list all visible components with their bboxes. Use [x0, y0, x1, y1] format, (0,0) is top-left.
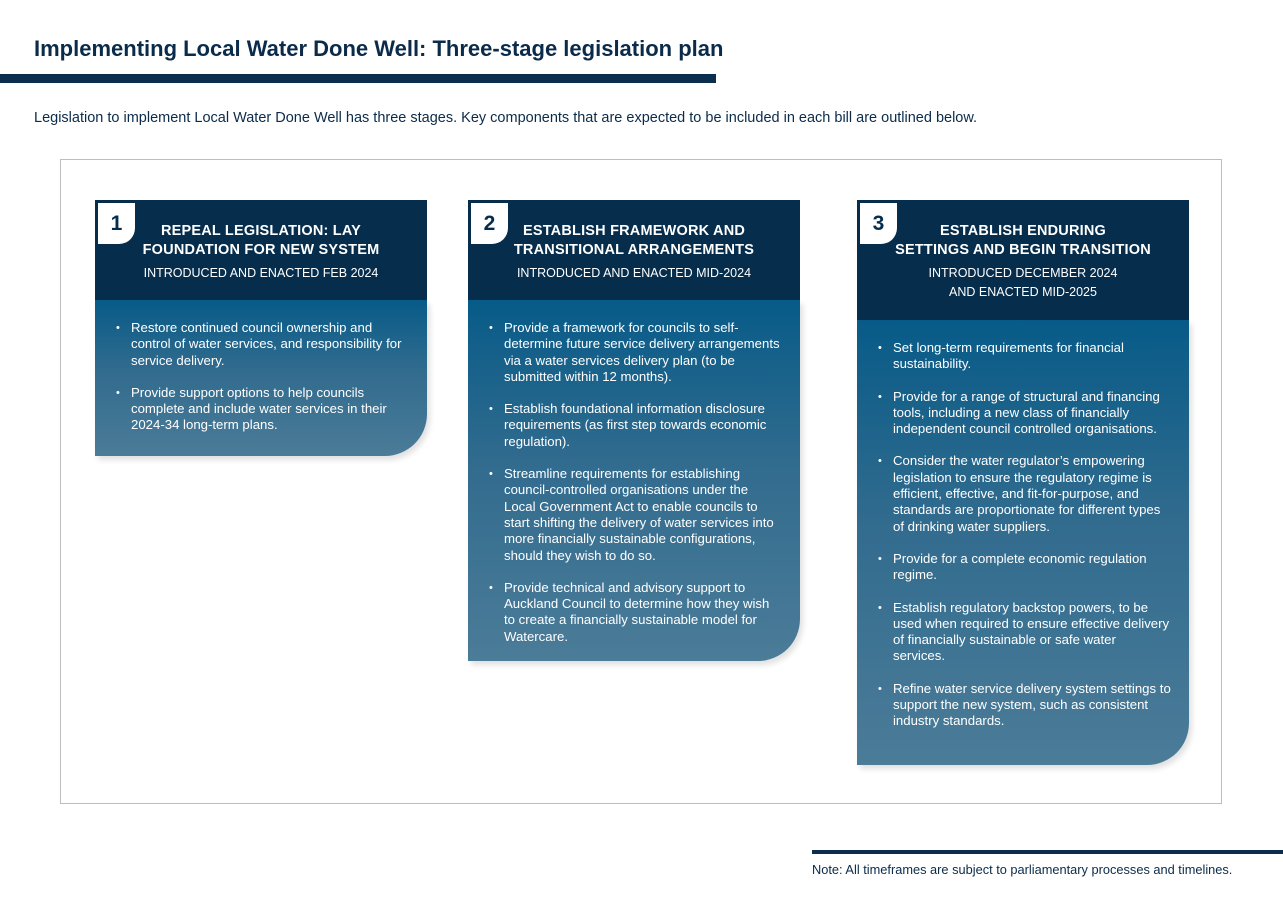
stage-3-number-badge: 3 — [860, 203, 897, 244]
title-underline — [0, 74, 716, 83]
stage-3-header — [857, 200, 1189, 320]
stage-1-subtitle: INTRODUCED AND ENACTED FEB 2024 — [143, 266, 379, 280]
stage-2-bullet: • Provide technical and advisory support to Auckland Council to determine how they wish to create a financially sustainable model for Watercare. — [488, 580, 782, 645]
stage-2-body — [468, 300, 800, 661]
stage-2-bullet: • Provide a framework for councils to self-determine future service delivery arrangements via a water services delivery plan (to be submitted within 12 months). — [488, 320, 782, 385]
stage-3-bullet: • Set long-term requirements for financial sustainability. — [877, 340, 1171, 373]
stage-2-number-badge: 2 — [471, 203, 508, 244]
stage-1-bullet-list — [115, 320, 407, 434]
stage-3-title: ESTABLISH ENDURING SETTINGS AND BEGIN TRANSITION — [895, 223, 1151, 258]
stage-3-bullet: • Provide for a range of structural and financing tools, including a new class of financially independent council controlled organisations. — [877, 389, 1171, 438]
note-rule — [812, 850, 1283, 854]
stage-card-1 — [95, 200, 427, 456]
stage-1-bullet: • Restore continued council ownership and control of water services, and responsibility for service delivery. — [115, 320, 407, 369]
stage-2-bullet-list — [488, 320, 782, 645]
stage-1-header — [95, 200, 427, 300]
stage-2-subtitle: INTRODUCED AND ENACTED MID-2024 — [516, 266, 752, 280]
stage-1-body — [95, 300, 427, 456]
intro-text: Legislation to implement Local Water Done Well has three stages. Key components that are expected to be included in each bill are outlined below. — [34, 110, 978, 126]
stage-3-bullet: • Establish regulatory backstop powers, to be used when required to ensure effective delivery of financially sustainable or safe water services. — [877, 600, 1171, 665]
stage-2-title: ESTABLISH FRAMEWORK AND TRANSITIONAL ARRANGEMENTS — [513, 223, 755, 258]
stage-2-header — [468, 200, 800, 300]
stage-1-number-badge: 1 — [98, 203, 135, 244]
stage-1-bullet: • Provide support options to help councils complete and include water services in their 2024-34 long-term plans. — [115, 385, 407, 434]
page-title: Implementing Local Water Done Well: Three-stage legislation plan — [34, 36, 724, 61]
stage-card-2 — [468, 200, 800, 661]
stage-card-3 — [857, 200, 1189, 765]
stage-3-bullet: • Provide for a complete economic regulation regime. — [877, 551, 1171, 584]
stage-1-title: REPEAL LEGISLATION: LAY FOUNDATION FOR NEW SYSTEM — [142, 223, 380, 258]
stage-3-bullet: • Refine water service delivery system settings to support the new system, such as consistent industry standards. — [877, 681, 1171, 730]
stage-2-bullet: • Streamline requirements for establishing council-controlled organisations under the Local Government Act to enable councils to start shifting the delivery of water services into more financially sustainable configurations, should they wish to do so. — [488, 466, 782, 564]
stage-3-bullet-list — [877, 340, 1171, 730]
footer-note: Note: All timeframes are subject to parliamentary processes and timelines. — [812, 862, 1233, 877]
stage-3-body — [857, 320, 1189, 765]
stage-2-bullet: • Establish foundational information disclosure requirements (as first step towards economic regulation). — [488, 401, 782, 450]
stage-3-subtitle: INTRODUCED DECEMBER 2024 AND ENACTED MID-2025 — [928, 266, 1118, 299]
stage-3-bullet: • Consider the water regulator’s empowering legislation to ensure the regulatory regime is efficient, effective, and fit-for-purpose, and standards are proportionate for different types of drinking water suppliers. — [877, 453, 1171, 534]
